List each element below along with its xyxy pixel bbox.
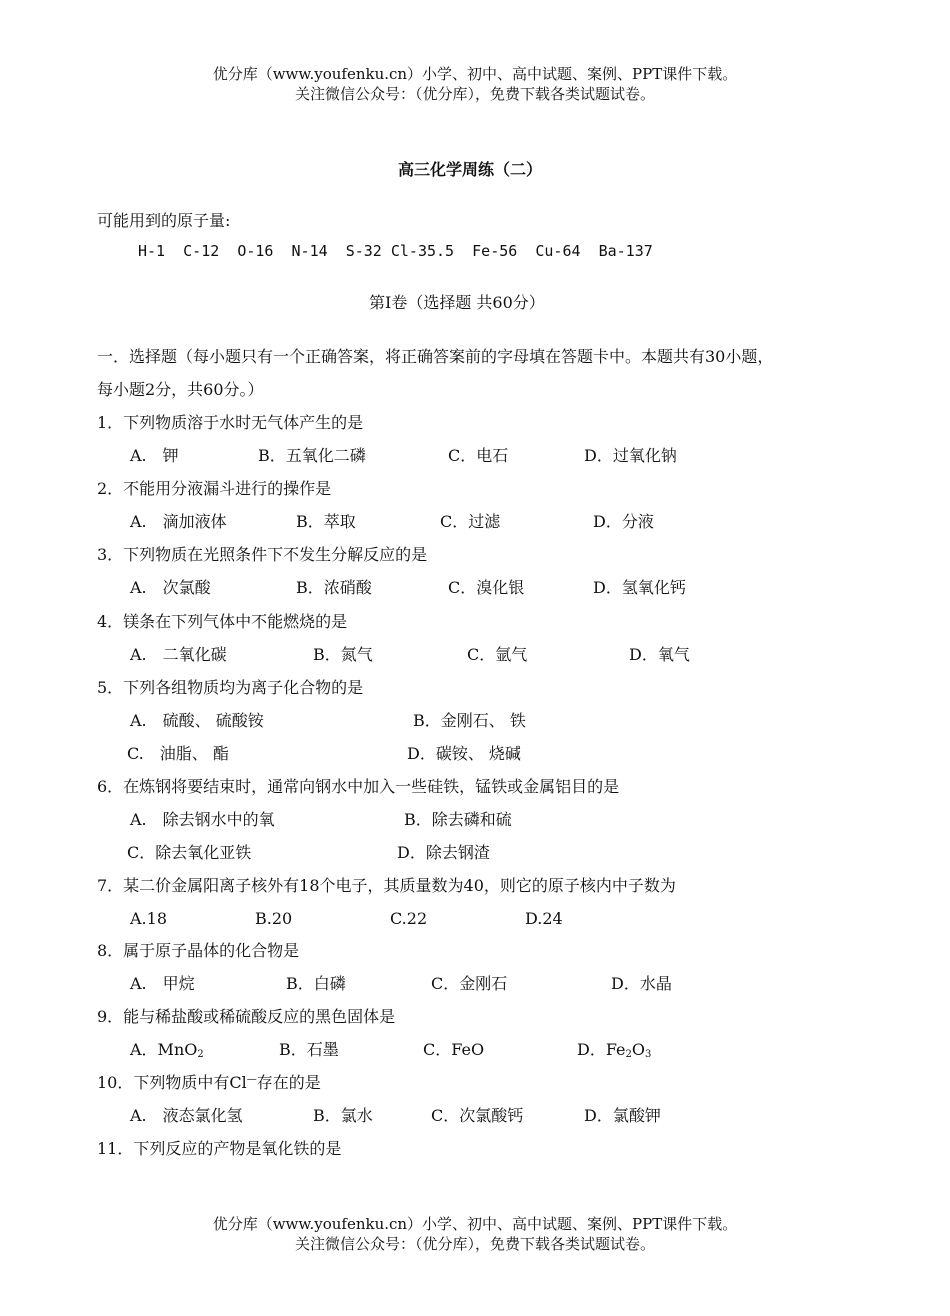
option-a <box>130 1039 204 1061</box>
question-stem <box>97 1072 321 1094</box>
atomic-mass-list <box>138 240 653 262</box>
option-a: A. 硫酸、 硫酸铵 <box>130 711 264 730</box>
question-stem: 4．镁条在下列气体中不能燃烧的是 <box>97 612 348 631</box>
question-stem: 8．属于原子晶体的化合物是 <box>97 941 300 960</box>
option-c: C．氩气 <box>467 645 528 664</box>
option-d <box>577 1039 651 1061</box>
option-b: B．白磷 <box>286 974 346 993</box>
atomic-mass: Cl-35.5 <box>390 242 455 260</box>
question-stem: 3．下列物质在光照条件下不发生分解反应的是 <box>97 545 428 564</box>
option-b: B．氮气 <box>313 645 373 664</box>
question-stem: 1．下列物质溶于水时无气体产生的是 <box>97 413 364 432</box>
option-b: B．石墨 <box>279 1040 339 1059</box>
footer-line-2: 关注微信公众号：（优分库），免费下载各类试题试卷。 <box>294 1235 655 1253</box>
question-stem: 7．某二价金属阳离子核外有18个电子，其质量数为40，则它的原子核内中子数为 <box>97 876 676 895</box>
header-line-1: 优分库（www.youfenku.cn）小学、初中、高中试题、案例、PPT课件下载。 <box>212 65 738 83</box>
option-d: D．氢氧化钙 <box>593 578 686 597</box>
atomic-mass: S-32 <box>345 242 382 260</box>
question-stem: 11．下列反应的产物是氧化铁的是 <box>97 1139 342 1158</box>
option-c: C．溴化银 <box>448 578 525 597</box>
section-title: 第Ⅰ卷（选择题 共60分） <box>369 293 545 312</box>
subscript: 2 <box>625 1049 632 1060</box>
option-c: C．电石 <box>448 446 509 465</box>
option-a: A. 甲烷 <box>130 974 195 993</box>
instructions-line-2: 每小题2分，共60分。） <box>97 380 264 399</box>
option-d-text: D．Fe <box>577 1040 626 1059</box>
option-c: C．次氯酸钙 <box>431 1106 524 1125</box>
page-footer <box>0 1214 950 1254</box>
header-line-2: 关注微信公众号：（优分库），免费下载各类试题试卷。 <box>294 85 655 103</box>
option-d: D．水晶 <box>611 974 672 993</box>
option-a: A. 滴加液体 <box>130 512 227 531</box>
page-header <box>0 64 950 104</box>
subscript: 3 <box>645 1049 652 1060</box>
option-c: C．过滤 <box>440 512 501 531</box>
option-b: B．萃取 <box>296 512 356 531</box>
option-c: C. 油脂、 酯 <box>127 744 229 763</box>
option-d-text-2: O <box>631 1040 646 1059</box>
footer-line-1: 优分库（www.youfenku.cn）小学、初中、高中试题、案例、PPT课件下载。 <box>212 1215 738 1233</box>
option-a: A. 除去钢水中的氧 <box>130 810 275 829</box>
question-stem-text: 10．下列物质中有Cl <box>97 1073 247 1092</box>
instructions-line-1: 一．选择题（每小题只有一个正确答案，将正确答案前的字母填在答题卡中。本题共有30小题， <box>97 347 774 366</box>
option-d: D.24 <box>525 909 563 928</box>
option-a: A. 二氧化碳 <box>130 645 227 664</box>
option-d: D．过氧化钠 <box>584 446 677 465</box>
atomic-mass: Ba-137 <box>598 242 653 260</box>
option-b: B．五氧化二磷 <box>258 446 366 465</box>
atomic-mass: N-14 <box>291 242 328 260</box>
atomic-mass: O-16 <box>237 242 274 260</box>
subscript: 2 <box>197 1049 204 1060</box>
option-b: B．浓硝酸 <box>296 578 372 597</box>
option-c: C．除去氧化亚铁 <box>127 843 252 862</box>
option-d: D．氯酸钾 <box>584 1106 661 1125</box>
option-a: A. 次氯酸 <box>130 578 211 597</box>
superscript: — <box>246 1074 257 1085</box>
option-a-text: A．MnO <box>130 1040 198 1059</box>
question-stem: 2．不能用分液漏斗进行的操作是 <box>97 479 332 498</box>
option-b: B．除去磷和硫 <box>404 810 512 829</box>
atomic-mass: H-1 <box>138 242 166 260</box>
option-a: A. 液态氯化氢 <box>130 1106 243 1125</box>
option-d: D．分液 <box>593 512 654 531</box>
option-c: C．FeO <box>423 1040 485 1059</box>
question-stem: 6．在炼钢将要结束时，通常向钢水中加入一些硅铁，锰铁或金属铝目的是 <box>97 777 620 796</box>
page-title: 高三化学周练（二） <box>397 160 542 179</box>
option-a: A.18 <box>130 909 167 928</box>
question-stem-tail: 存在的是 <box>256 1073 321 1092</box>
option-d: D．氧气 <box>629 645 690 664</box>
atomic-mass-label: 可能用到的原子量: <box>97 211 231 230</box>
option-d: D．碳铵、 烧碱 <box>407 744 521 763</box>
atomic-mass: Fe-56 <box>472 242 518 260</box>
option-b: B．氯水 <box>313 1106 373 1125</box>
option-c: C．金刚石 <box>431 974 508 993</box>
option-c: C.22 <box>390 909 428 928</box>
option-b: B.20 <box>255 909 293 928</box>
question-stem: 5．下列各组物质均为离子化合物的是 <box>97 678 364 697</box>
option-d: D．除去钢渣 <box>397 843 490 862</box>
option-b: B．金刚石、 铁 <box>413 711 526 730</box>
atomic-mass: Cu-64 <box>535 242 581 260</box>
question-stem: 9．能与稀盐酸或稀硫酸反应的黑色固体是 <box>97 1007 396 1026</box>
option-a: A. 钾 <box>130 446 179 465</box>
atomic-mass: C-12 <box>183 242 220 260</box>
